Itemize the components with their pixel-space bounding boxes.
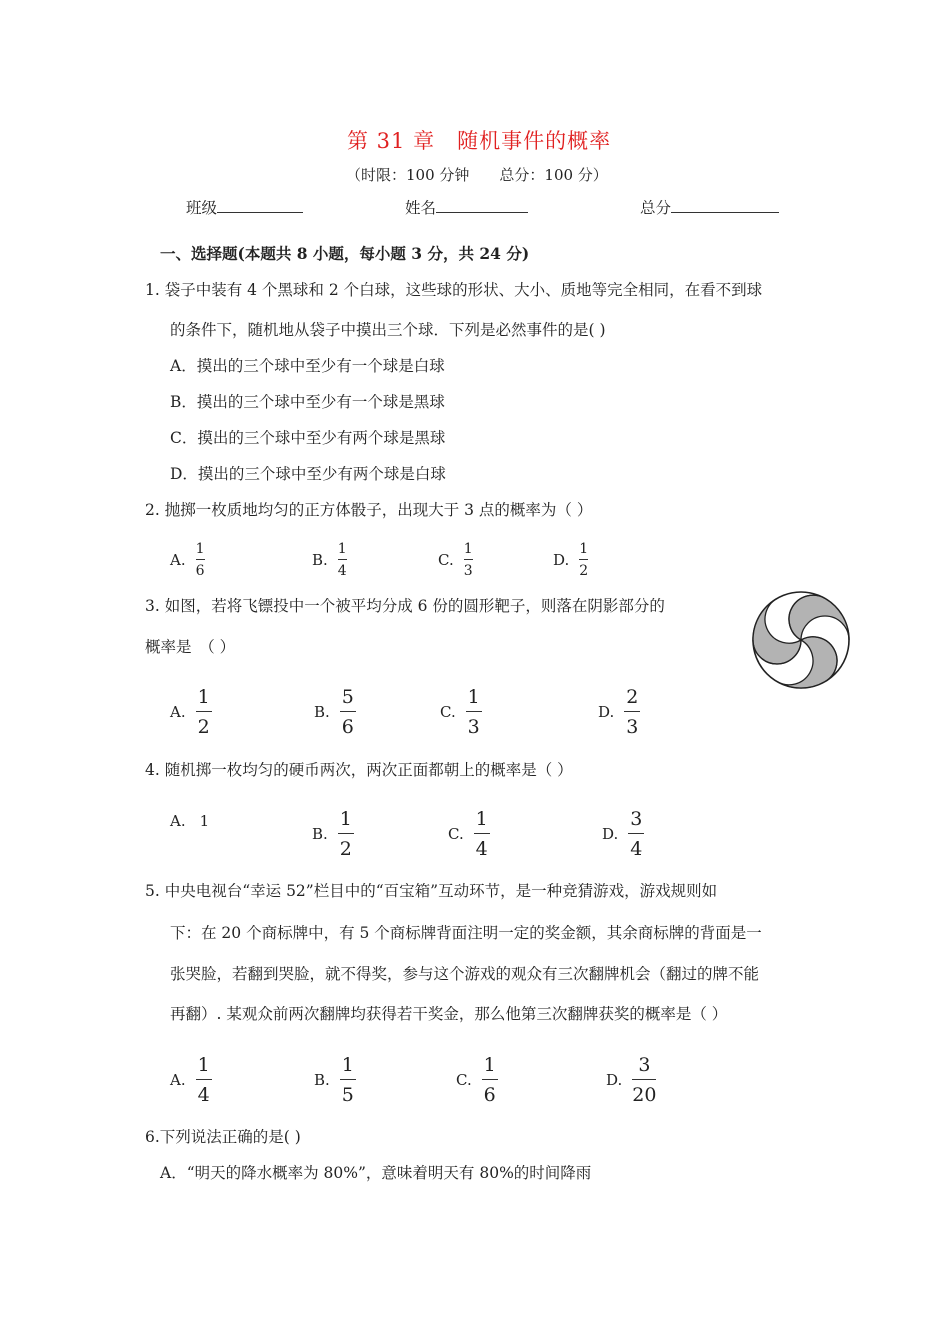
fraction: $\frac{1}{4}$ bbox=[337, 541, 347, 579]
score-label: 总分 bbox=[640, 199, 672, 217]
fraction: $\frac{1}{4}$ bbox=[197, 1054, 210, 1106]
page-title: 第 31 章 随机事件的概率 bbox=[347, 129, 612, 153]
option-label: A. bbox=[170, 703, 186, 721]
option-label: A. bbox=[170, 812, 186, 830]
fraction: $\frac{1}{2}$ bbox=[197, 686, 210, 738]
q3-option-d[interactable] bbox=[598, 686, 640, 738]
option-value: 1 bbox=[199, 812, 210, 830]
fraction: $\frac{3}{20}$ bbox=[632, 1054, 657, 1106]
q5-option-c[interactable] bbox=[456, 1054, 498, 1106]
q4-option-a[interactable] bbox=[170, 812, 209, 830]
option-label: D. bbox=[598, 703, 615, 721]
q4-option-c[interactable] bbox=[448, 808, 490, 860]
fraction: $\frac{1}{6}$ bbox=[195, 541, 205, 579]
q2-option-a[interactable] bbox=[170, 541, 205, 579]
section-heading: 一、选择题(本题共 8 小题，每小题 3 分，共 24 分) bbox=[160, 244, 530, 263]
option-label: D. bbox=[602, 825, 619, 843]
q5-option-b[interactable] bbox=[314, 1054, 356, 1106]
q5-line3: 张哭脸，若翻到哭脸，就不得奖，参与这个游戏的观众有三次翻牌机会（翻过的牌不能 bbox=[170, 965, 760, 983]
name-blank[interactable] bbox=[436, 198, 528, 213]
option-label: D. bbox=[553, 551, 570, 569]
q3-option-a[interactable] bbox=[170, 686, 212, 738]
fraction: $\frac{1}{3}$ bbox=[467, 686, 480, 738]
q4-option-b[interactable] bbox=[312, 808, 354, 860]
fraction: $\frac{1}{4}$ bbox=[475, 808, 488, 860]
q5-option-d[interactable] bbox=[606, 1054, 656, 1106]
option-label: B. bbox=[312, 825, 328, 843]
name-label: 姓名 bbox=[405, 199, 437, 217]
q5-line4: 再翻）. 某观众前两次翻牌均获得若干奖金，那么他第三次翻牌获奖的概率是（ ） bbox=[170, 1005, 728, 1023]
option-label: C. bbox=[440, 703, 456, 721]
fraction: $\frac{3}{4}$ bbox=[630, 808, 643, 860]
option-label: C. bbox=[438, 551, 454, 569]
q1-option-b[interactable]: B．摸出的三个球中至少有一个球是黑球 bbox=[170, 393, 445, 411]
q1-option-a[interactable]: A．摸出的三个球中至少有一个球是白球 bbox=[170, 357, 445, 375]
name-field[interactable] bbox=[405, 198, 528, 217]
fraction: $\frac{1}{5}$ bbox=[341, 1054, 354, 1106]
q3-option-c[interactable] bbox=[440, 686, 482, 738]
q1-option-c[interactable]: C．摸出的三个球中至少有两个球是黑球 bbox=[170, 429, 446, 447]
pinwheel-target-icon bbox=[748, 590, 854, 690]
q5-line1: 5. 中央电视台“幸运 52”栏目中的“百宝箱”互动环节，是一种竞猜游戏，游戏规则如 bbox=[145, 882, 718, 900]
q1-line1: 1. 袋子中装有 4 个黑球和 2 个白球，这些球的形状、大小、质地等完全相同，在看不到球 bbox=[145, 281, 763, 299]
q3-line2: 概率是 （ ） bbox=[145, 638, 236, 656]
q3-option-b[interactable] bbox=[314, 686, 356, 738]
option-label: D. bbox=[606, 1071, 623, 1089]
q4-option-d[interactable] bbox=[602, 808, 644, 860]
exam-info: （时限：100 分钟 总分：100 分） bbox=[346, 166, 608, 184]
q6-option-a[interactable]: A．“明天的降水概率为 80%”，意味着明天有 80%的时间降雨 bbox=[160, 1164, 592, 1182]
class-field[interactable] bbox=[186, 198, 303, 217]
q2-option-b[interactable] bbox=[312, 541, 347, 579]
q1-line2: 的条件下，随机地从袋子中摸出三个球．下列是必然事件的是( ) bbox=[170, 321, 606, 339]
fraction: $\frac{2}{3}$ bbox=[626, 686, 639, 738]
q2-option-c[interactable] bbox=[438, 541, 473, 579]
class-blank[interactable] bbox=[217, 198, 303, 213]
class-label: 班级 bbox=[186, 199, 218, 217]
q5-line2: 下：在 20 个商标牌中，有 5 个商标牌背面注明一定的奖金额，其余商标牌的背面是一 bbox=[170, 924, 762, 942]
option-label: C. bbox=[448, 825, 464, 843]
q2-option-d[interactable] bbox=[553, 541, 588, 579]
score-field[interactable] bbox=[640, 198, 779, 217]
option-label: B. bbox=[312, 551, 328, 569]
fraction: $\frac{1}{6}$ bbox=[483, 1054, 496, 1106]
option-label: A. bbox=[170, 551, 186, 569]
fraction: $\frac{1}{3}$ bbox=[463, 541, 473, 579]
score-blank[interactable] bbox=[671, 198, 779, 213]
q6-text: 6.下列说法正确的是( ) bbox=[145, 1128, 301, 1146]
option-label: B. bbox=[314, 703, 330, 721]
option-label: C. bbox=[456, 1071, 472, 1089]
option-label: A. bbox=[170, 1071, 186, 1089]
q4-text: 4. 随机掷一枚均匀的硬币两次，两次正面都朝上的概率是（ ） bbox=[145, 761, 573, 779]
fraction: $\frac{5}{6}$ bbox=[341, 686, 354, 738]
q2-text: 2. 抛掷一枚质地均匀的正方体骰子，出现大于 3 点的概率为（ ） bbox=[145, 501, 593, 519]
option-label: B. bbox=[314, 1071, 330, 1089]
q1-option-d[interactable]: D．摸出的三个球中至少有两个球是白球 bbox=[170, 465, 446, 483]
q3-line1: 3. 如图，若将飞镖投中一个被平均分成 6 份的圆形靶子，则落在阴影部分的 bbox=[145, 597, 665, 615]
fraction: $\frac{1}{2}$ bbox=[579, 541, 589, 579]
fraction: $\frac{1}{2}$ bbox=[339, 808, 352, 860]
q5-option-a[interactable] bbox=[170, 1054, 212, 1106]
